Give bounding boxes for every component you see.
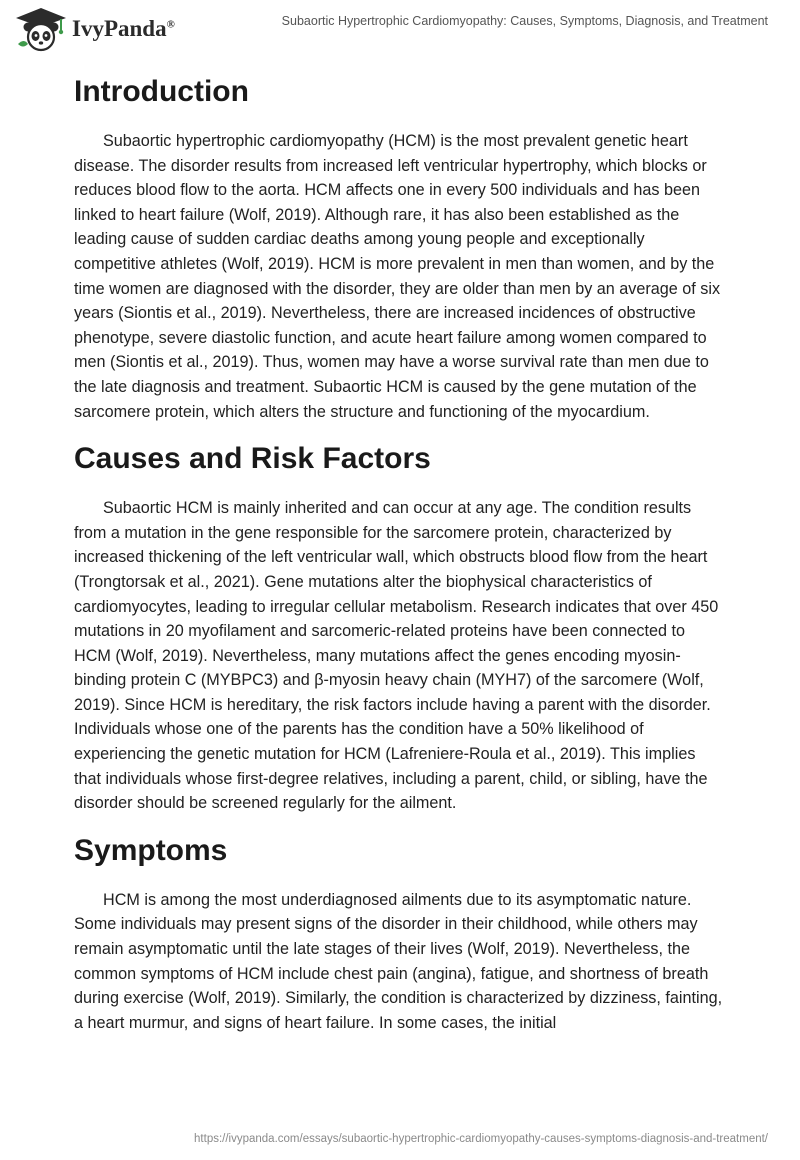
section-paragraph: HCM is among the most underdiagnosed ailments due to its asymptomatic nature. Some individuals may present signs of the disorder in their childhood, while others may remain asymptomatic until the late stages of their lives (Wolf, 2019). Nevertheless, the common symptoms of HCM include chest pain (angina), fatigue, and shortness of breath during exercise (Wolf, 2019). Similarly, the condition is characterized by dizziness, fainting, a heart murmur, and signs of heart failure. In some cases, the initial <box>74 890 723 1032</box>
brand-name: IvyPanda® <box>72 16 175 41</box>
source-url-link[interactable]: https://ivypanda.com/essays/subaortic-hypertrophic-cardiomyopathy-causes-symptoms-diagnosis-and-treatment/ <box>194 1133 768 1145</box>
section-introduction <box>74 74 724 424</box>
section-paragraph: Subaortic HCM is mainly inherited and can occur at any age. The condition results from a mutation in the gene responsible for the sarcomere protein, characterized by increased thickening of the left ventricular wall, which obstructs blood flow from the heart (Trongtorsak et al., 2021). Gene mutations alter the biophysical characteristics of cardiomyocytes, leading to irregular cellular metabolism. Research indicates that over 450 mutations in 20 myofilament and sarcomeric-related proteins have been connected to HCM (Wolf, 2019). Nevertheless, many mutations affect the genes encoding myosin-binding protein C (MYBPC3) and β-myosin heavy chain (MYH7) of the sarcomere (Wolf, 2019). Since HCM is hereditary, the risk factors include having a parent with the disorder. Individuals whose one of the parents has the condition have a 50% likelihood of experiencing the genetic mutation for HCM (Lafreniere-Roula et al., 2019). This implies that individuals whose first-degree relatives, including a parent, child, or sibling, have the disorder should be screened regularly for the ailment. <box>74 499 719 813</box>
document-title: Subaortic Hypertrophic Cardiomyopathy: Causes, Symptoms, Diagnosis, and Treatment <box>281 14 768 28</box>
panda-graduation-cap-icon <box>14 6 68 52</box>
section-symptoms <box>74 833 724 1036</box>
section-heading: Symptoms <box>74 833 228 867</box>
section-paragraph: Subaortic hypertrophic cardiomyopathy (HCM) is the most prevalent genetic heart disease. The disorder results from increased left ventricular hypertrophy, which blocks or reduces blood flow to the aorta. HCM affects one in every 500 individuals and has been linked to heart failure (Wolf, 2019). Although rare, it has also been established as the leading cause of sudden cardiac deaths among young people and exceptionally competitive athletes (Wolf, 2019). HCM is more prevalent in men than women, and by the time women are diagnosed with the disorder, they are older than men by an average of six years (Siontis et al., 2019). Nevertheless, there are increased incidences of obstructive phenotype, severe diastolic function, and acute heart failure among women compared to men (Siontis et al., 2019). Thus, women may have a worse survival rate than men due to the late diagnosis and treatment. Subaortic HCM is caused by the gene mutation of the sarcomere protein, which alters the structure and functioning of the myocardium. <box>74 132 721 421</box>
ivypanda-logo[interactable] <box>14 6 175 52</box>
essay-body <box>74 70 724 1035</box>
section-heading: Introduction <box>74 75 249 108</box>
page-header <box>0 0 800 60</box>
section-heading: Causes and Risk Factors <box>74 442 431 476</box>
section-causes-and-risk-factors <box>74 441 724 816</box>
